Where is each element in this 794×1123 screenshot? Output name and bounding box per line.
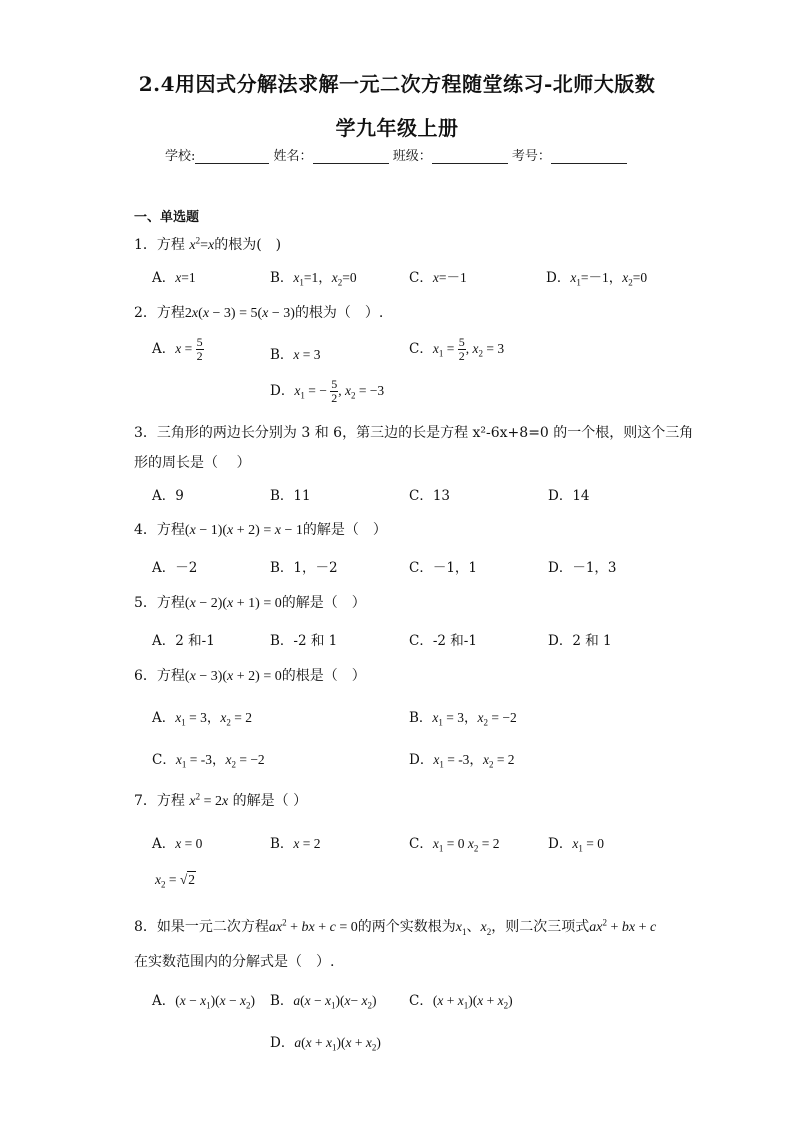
question-1: 1．方程 $x^2=x$的根为( ) [134,235,282,253]
q1-option-d[interactable]: D．$x_1=-1$，$x_2=0$ [546,270,648,288]
question-8-line2: 在实数范围内的分解式是（ ）. [134,954,335,970]
q7-option-d-cont: $x_2 = √2$ [155,872,196,890]
student-info-row [165,145,627,164]
question-6: 6．方程(x − 3)(x + 2) = 0的根是（ ） [134,668,366,684]
q7-option-b[interactable]: B．x = 2 [270,836,321,852]
q8-option-a[interactable]: A．$(x - x_1)(x - x_2)$ [152,993,255,1011]
q2-option-d[interactable]: D．$x_1$ = − $\frac{5}{2}$ , $x_2 = -3$ [270,377,385,405]
q5-option-c[interactable]: C．-2 和-1 [409,633,477,649]
question-5: 5．方程(x − 2)(x + 1) = 0的解是（ ） [134,595,366,611]
q5-option-d[interactable]: D．2 和 1 [548,633,612,649]
name-blank[interactable] [313,149,389,164]
question-3-line1: 3．三角形的两边长分别为 3 和 6，第三边的长是方程 x²-6x+8=0 的一个根，则这个三角 [134,425,694,441]
q7-option-c[interactable]: C．$x_1 = 0$ $x_2 = 2$ [409,836,500,854]
q1-option-b[interactable]: B．$x_1=1$，$x_2=0$ [270,270,357,288]
q5-option-b[interactable]: B．-2 和 1 [270,633,338,649]
page-title-line2: 学九年级上册 [335,116,459,140]
q6-option-d[interactable]: D．$x_1 = -3$，$x_2 = 2$ [409,752,515,770]
q6-option-c[interactable]: C．$x_1 = -3$，$x_2 = -2$ [152,752,265,770]
q2-option-a[interactable]: A．x = $\frac{5}{2}$ [152,335,203,363]
q2-option-c[interactable]: C．$x_1$ = $\frac{5}{2}$ , $x_2 = 3$ [409,335,505,363]
q1-option-c[interactable]: C．x=－1 [409,270,467,286]
section-title: 一、单选题 [134,210,200,225]
page-title-line1: 2.4用因式分解法求解一元二次方程随堂练习-北师大版数 [138,72,656,96]
school-blank[interactable] [195,149,269,164]
class-label: 班级： [392,149,432,164]
q3-option-b[interactable]: B．11 [270,488,311,504]
q4-option-d[interactable]: D．－1，3 [548,560,617,576]
q7-option-d[interactable]: D．$x_1 = 0$ [548,836,604,854]
exam-number-label: 考号： [511,149,551,164]
q6-option-a[interactable]: A．$x_1 = 3$，$x_2 = 2$ [152,710,252,728]
q2-option-b[interactable]: B．x = 3 [270,347,321,363]
question-7: 7．方程 $x^2 = 2x$ 的解是（ ） [134,791,308,809]
q8-option-c[interactable]: C．$(x + x_1)(x + x_2)$ [409,993,513,1011]
q4-option-c[interactable]: C．－1，1 [409,560,478,576]
q1-option-a[interactable]: A．x=1 [152,270,196,286]
q5-option-a[interactable]: A．2 和-1 [152,633,215,649]
q8-option-d[interactable]: D．$a(x + x_1)(x + x_2)$ [270,1035,381,1053]
question-2: 2．方程2x(x − 3) = 5(x − 3)的根为（ ）. [134,305,384,321]
school-label: 学校: [165,149,196,164]
name-label: 姓名： [273,149,313,164]
exam-number-blank[interactable] [551,149,627,164]
q7-option-a[interactable]: A．x = 0 [152,836,203,852]
q3-option-a[interactable]: A．9 [152,488,184,504]
q3-option-c[interactable]: C．13 [409,488,451,504]
question-4: 4．方程(x − 1)(x + 2) = x − 1的解是（ ） [134,522,387,538]
class-blank[interactable] [432,149,508,164]
q6-option-b[interactable]: B．$x_1 = 3$，$x_2 = -2$ [409,710,517,728]
question-8-line1: 8．如果一元二次方程$ax^2$ + bx + c = 0的两个实数根为$x_1$、$x_2$，则二次三项式$ax^2$ + bx + c [134,917,657,937]
question-3-line2: 形的周长是（ ） [134,455,251,471]
q4-option-a[interactable]: A．－2 [152,560,198,576]
q4-option-b[interactable]: B．1，－2 [270,560,338,576]
q3-option-d[interactable]: D．14 [548,488,590,504]
q8-option-b[interactable]: B．$a(x - x_1)(x- x_2)$ [270,993,377,1011]
